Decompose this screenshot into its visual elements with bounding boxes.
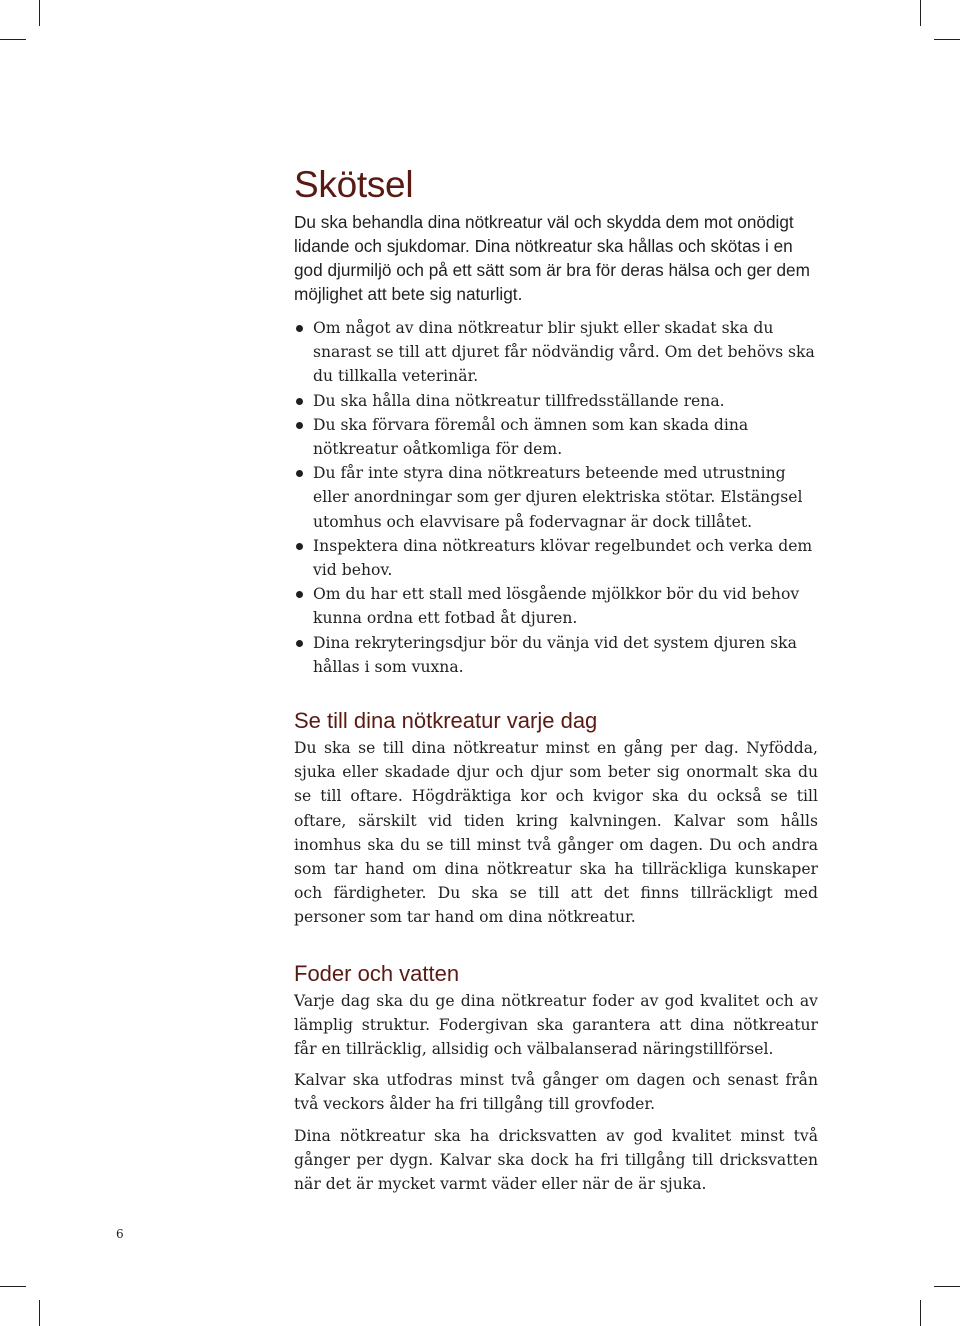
list-item — [294, 389, 818, 413]
list-item — [294, 413, 818, 461]
crop-mark-top-left-vertical — [39, 0, 40, 26]
list-item — [294, 534, 818, 582]
intro-paragraph: Du ska behandla dina nötkreatur väl och skydda dem mot onödigt lidande och sjukdomar. Dina nötkreatur ska hållas och skötas i en god djurmiljö och på ett sätt som är bra för deras hälsa och ger dem möjlighet att bete sig naturligt. — [294, 212, 810, 304]
page-content — [294, 162, 818, 1196]
section-heading-feed-water: Foder och vatten — [294, 960, 460, 986]
list-item-text: Du får inte styra dina nötkreaturs beteende med utrustning eller anordningar som ger djuren elektriska stötar. Elstängsel utomhus och elavvisare på fodervagnar är dock tillåtet. — [313, 464, 803, 531]
bullet-icon — [296, 470, 303, 477]
crop-mark-bottom-right-horizontal — [934, 1286, 960, 1287]
crop-mark-top-right-horizontal — [934, 39, 960, 40]
bullet-icon — [296, 640, 303, 647]
list-item-text: Du ska förvara föremål och ämnen som kan skada dina nötkreatur oåtkomliga för dem. — [313, 415, 749, 459]
crop-mark-bottom-left-vertical — [39, 1300, 40, 1326]
bullet-icon — [296, 398, 303, 405]
list-item — [294, 582, 818, 630]
list-item — [294, 631, 818, 679]
list-item-text: Dina rekryteringsdjur bör du vänja vid det system djuren ska hållas i som vuxna. — [313, 633, 797, 676]
care-bullet-list — [294, 316, 818, 679]
list-item-text: Inspektera dina nötkreaturs klövar regelbundet och verka dem vid behov. — [313, 536, 813, 580]
page-title: Skötsel — [294, 164, 414, 205]
crop-mark-top-left-horizontal — [0, 39, 26, 40]
crop-mark-top-right-vertical — [920, 0, 921, 26]
crop-mark-bottom-right-vertical — [920, 1300, 921, 1326]
feed-paragraph-2: Kalvar ska utfodras minst två gånger om dagen och senast från två veckors ålder ha fri tillgång till grovfoder. — [294, 1071, 818, 1114]
bullet-icon — [296, 543, 303, 550]
list-item — [294, 461, 818, 534]
crop-mark-bottom-left-horizontal — [0, 1286, 26, 1287]
feed-paragraph-3: Dina nötkreatur ska ha dricksvatten av god kvalitet minst två gånger per dygn. Kalvar ska dock ha fri tillgång till dricksvatten när det är mycket varmt väder eller när de är sjuka. — [294, 1126, 818, 1194]
daily-check-paragraph: Du ska se till dina nötkreatur minst en gång per dag. Nyfödda, sjuka eller skadade djur och djur som beter sig onormalt ska du se till oftare. Högdräktiga kor och kvigor ska du också se till oftare, särskilt vid tiden kring kalvningen. Kalvar som hålls inomhus ska du se till minst två gånger om dagen. Du och andra som tar hand om dina nötkreatur ska ha tillräckliga kunskaper och färdigheter. Du ska se till att det finns tillräckligt med personer som tar hand om dina nötkreatur. — [294, 739, 818, 927]
bullet-icon — [296, 422, 303, 429]
section-heading-daily-check: Se till dina nötkreatur varje dag — [294, 708, 598, 734]
list-item-text: Du ska hålla dina nötkreatur tillfredsställande rena. — [313, 391, 725, 410]
list-item-text: Om du har ett stall med lösgående mjölkkor bör du vid behov kunna ordna ett fotbad åt djuren. — [313, 585, 800, 628]
feed-paragraph-1: Varje dag ska du ge dina nötkreatur foder av god kvalitet och av lämplig struktur. Fodergivan ska garantera att dina nötkreatur får en tillräcklig, allsidig och välbalanserad näringstillförsel. — [294, 991, 818, 1059]
bullet-icon — [296, 591, 303, 598]
list-item-text: Om något av dina nötkreatur blir sjukt eller skadat ska du snarast se till att djuret får nödvändig vård. Om det behövs ska du tillkalla veterinär. — [313, 319, 815, 386]
list-item — [294, 316, 818, 389]
page-number: 6 — [116, 1227, 124, 1241]
bullet-icon — [296, 325, 303, 332]
